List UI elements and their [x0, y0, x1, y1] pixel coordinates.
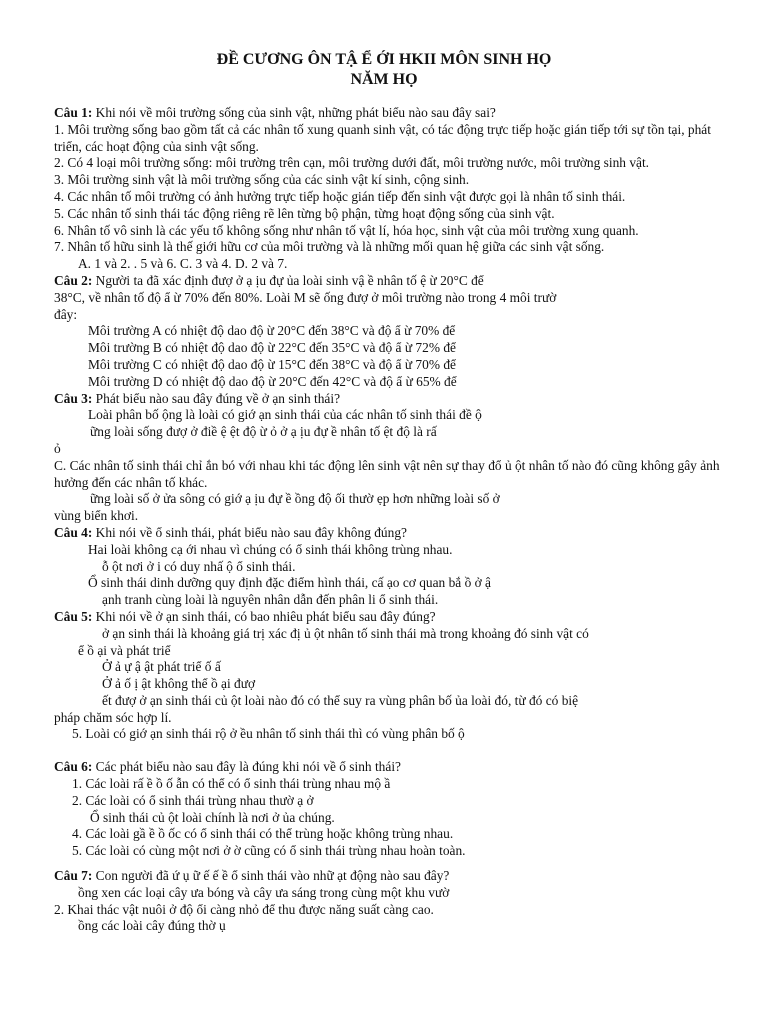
text-line	[54, 626, 730, 643]
question-line	[54, 105, 730, 122]
text-line	[54, 508, 730, 525]
line-text: 6. Nhân tố vô sinh là các yếu tố không sống như nhân tố vật lí, hóa học, sinh vật của môi trường xung quanh.	[54, 222, 639, 238]
line-text: Ổ sinh thái dinh dưỡng quy định đặc điểm hình thái, cấ ạo cơ quan bắ ồ ở ậ	[88, 575, 491, 591]
text-line	[54, 223, 730, 240]
text-line	[54, 726, 730, 743]
line-text: 2. Có 4 loại môi trường sống: môi trường trên cạn, môi trường dưới đất, môi trường nước, môi trường sinh vật.	[54, 155, 650, 171]
line-text: 2. Các loài có ổ sinh thái trùng nhau thườ ạ ở	[72, 792, 314, 808]
text-line	[54, 693, 730, 710]
text-line	[54, 575, 730, 592]
line-text: Khi nói về môi trường sống của sinh vật, những phát biểu nào sau đây sai?	[92, 105, 496, 120]
line-text: Ổ sinh thái củ ột loài chính là nơi ở ủa chúng.	[90, 809, 335, 825]
question-number: Câu 5:	[54, 608, 93, 624]
text-line	[54, 659, 730, 676]
line-text: Môi trường D có nhiệt độ dao độ ừ 20°C đến 42°C và độ ẩ ừ 65% để	[88, 373, 457, 389]
line-text: 1. Các loài rấ ề ồ ố ẫn có thể có ổ sinh thái trùng nhau mộ ầ	[72, 776, 391, 792]
text-line	[54, 559, 730, 576]
question-number: Câu 7:	[54, 868, 93, 884]
text-line	[54, 793, 730, 810]
document-title: ĐỀ CƯƠNG ÔN TẬ Ể ỚI HKII MÔN SINH HỌ	[216, 51, 552, 68]
question-line	[54, 759, 730, 776]
document-body	[54, 105, 730, 935]
text-line	[54, 357, 730, 374]
text-line	[54, 458, 730, 492]
text-line	[54, 710, 730, 727]
line-text: Khi nói về ở ạn sinh thái, có bao nhiêu phát biểu sau đây đúng?	[92, 608, 436, 624]
document-subtitle: NĂM HỌ	[350, 71, 418, 88]
spacer	[54, 743, 730, 759]
text-line	[54, 206, 730, 223]
line-text: Các phát biểu nào sau đây là đúng khi nói về ổ sinh thái?	[92, 759, 401, 775]
line-text: Loài phân bố ộng là loài có giớ ạn sinh thái của các nhân tố sinh thái đề ộ	[88, 407, 482, 423]
line-text: ồng xen các loại cây ưa bóng và cây ưa sáng trong cùng một khu vườ	[78, 884, 450, 900]
line-text: Môi trường B có nhiệt độ dao độ ừ 22°C đến 35°C và độ ẩ ừ 72% để	[88, 340, 456, 356]
text-line	[54, 491, 730, 508]
line-text: ỗ ột nơi ở i có duy nhấ ộ ổ sinh thái.	[102, 558, 296, 574]
line-text: 5. Các loài có cùng một nơi ở ờ cũng có ổ sinh thái trùng nhau hoàn toàn.	[72, 843, 466, 859]
question-number: Câu 4:	[54, 524, 93, 540]
text-line	[54, 826, 730, 843]
line-text: Ở ả ự ậ ật phát triể ố ấ	[102, 659, 221, 675]
text-line	[54, 407, 730, 424]
text-line	[54, 676, 730, 693]
text-line	[54, 885, 730, 902]
line-text: ạnh tranh cùng loài là nguyên nhân dẫn đến phân li ổ sinh thái.	[102, 592, 439, 608]
line-text: ững loài sống đượ ở điề ệ ệt độ ừ ỏ ở ạ ịu đự ề nhân tố ệt độ là rấ	[90, 424, 437, 440]
question-line	[54, 273, 730, 290]
line-text: 38°C, về nhân tố độ ẩ ừ 70% đến 80%. Loài M sẽ ống đượ ở môi trường nào trong 4 môi trườ	[54, 289, 557, 305]
text-line	[54, 424, 730, 441]
line-text: Môi trường A có nhiệt độ dao độ ừ 20°C đến 38°C và độ ẩ ừ 70% để	[88, 323, 456, 339]
line-text: ở ạn sinh thái là khoảng giá trị xác đị ủ ột nhân tố sinh thái mà trong khoảng đó sinh vật có	[102, 625, 589, 641]
text-line	[54, 776, 730, 793]
spacer	[54, 860, 730, 868]
text-line	[54, 307, 730, 324]
line-text: vùng biển khơi.	[54, 508, 139, 524]
text-line	[54, 441, 730, 458]
line-text: Phát biểu nào sau đây đúng về ở ạn sinh thái?	[92, 390, 341, 406]
text-line	[54, 810, 730, 827]
line-text: 5. Các nhân tố sinh thái tác động riêng rẽ lên từng bộ phận, từng hoạt động sống của sinh vật.	[54, 205, 555, 221]
line-text: 7. Nhân tố hữu sinh là thế giới hữu cơ của môi trường và là những mối quan hệ giữa các sinh vật sống.	[54, 239, 605, 255]
text-line	[54, 542, 730, 559]
text-line	[54, 155, 730, 172]
text-line	[54, 290, 730, 307]
line-text: 3. Môi trường sinh vật là môi trường sống của các sinh vật kí sinh, cộng sinh.	[54, 172, 470, 188]
text-line	[54, 256, 730, 273]
line-text: Hai loài không cạ ới nhau vì chúng có ổ sinh thái không trùng nhau.	[88, 541, 453, 557]
question-line	[54, 609, 730, 626]
line-text: 4. Các nhân tố môi trường có ảnh hưởng trực tiếp hoặc gián tiếp đến sinh vật được gọi là nhân tố sinh thái.	[54, 188, 626, 204]
line-text: pháp chăm sóc hợp lí.	[54, 709, 172, 725]
line-text: Con người đã ứ ụ ữ ế ế ề ổ sinh thái vào nhữ ạt động nào sau đây?	[92, 868, 450, 884]
line-text: A. 1 và 2. . 5 và 6. C. 3 và 4. D. 2 và 7.	[78, 256, 288, 272]
text-line	[54, 239, 730, 256]
question-number: Câu 1:	[54, 105, 93, 120]
line-text: ững loài số ở ửa sông có giớ ạ ịu đự ề ồng độ ối thườ ẹp hơn những loài số ở	[90, 491, 500, 507]
text-line	[54, 340, 730, 357]
line-text: 4. Các loài gầ ề ồ ốc có ổ sinh thái có thể trùng hoặc không trùng nhau.	[72, 826, 454, 842]
line-text: ỏ	[54, 440, 61, 456]
text-line	[54, 918, 730, 935]
line-text: Người ta đã xác định đượ ở ạ ịu đự ủa loài sinh vậ ề nhân tố ệ ừ 20°C để	[92, 272, 484, 288]
line-text: Môi trường C có nhiệt độ dao độ ừ 15°C đến 38°C và độ ẩ ừ 70% để	[88, 356, 456, 372]
question-line	[54, 868, 730, 885]
line-text: 2. Khai thác vật nuôi ở độ ổi càng nhỏ để thu được năng suất càng cao.	[54, 901, 434, 917]
text-line	[54, 122, 730, 156]
question-line	[54, 525, 730, 542]
question-line	[54, 391, 730, 408]
line-text: Ở ả ố ị ật không thể ồ ại đượ	[102, 676, 256, 692]
text-line	[54, 189, 730, 206]
text-line	[54, 643, 730, 660]
line-text: ết đượ ở ạn sinh thái củ ột loài nào đó có thể suy ra vùng phân bố ủa loài đó, từ đó có biệ	[102, 692, 579, 708]
text-line	[54, 323, 730, 340]
text-line	[54, 592, 730, 609]
line-text: 1. Môi trường sống bao gồm tất cả các nhân tố xung quanh sinh vật, có tác động trực tiếp hoặc gián tiếp tới sự tồn tại, phát triển, các hoạt động của sinh vật sống.	[54, 121, 711, 154]
text-line	[54, 843, 730, 860]
text-line	[54, 902, 730, 919]
question-number: Câu 2:	[54, 272, 93, 288]
line-text: ồng các loài cây đúng thờ ụ	[78, 918, 226, 934]
text-line	[54, 374, 730, 391]
line-text: C. Các nhân tố sinh thái chỉ ắn bó với nhau khi tác động lên sinh vật nên sự thay đổ ủ ột nhân tố nào đó cũng không gây ảnh hưởng đến các nhân tố khác.	[54, 457, 720, 490]
line-text: 5. Loài có giớ ạn sinh thái rộ ở ều nhân tố sinh thái thì có vùng phân bố ộ	[72, 726, 465, 742]
line-text: Khi nói về ổ sinh thái, phát biểu nào sau đây không đúng?	[92, 524, 407, 540]
line-text: ể ồ ại và phát triể	[78, 642, 171, 658]
line-text: đây:	[54, 306, 78, 322]
question-number: Câu 3:	[54, 390, 93, 406]
text-line	[54, 172, 730, 189]
question-number: Câu 6:	[54, 759, 93, 775]
